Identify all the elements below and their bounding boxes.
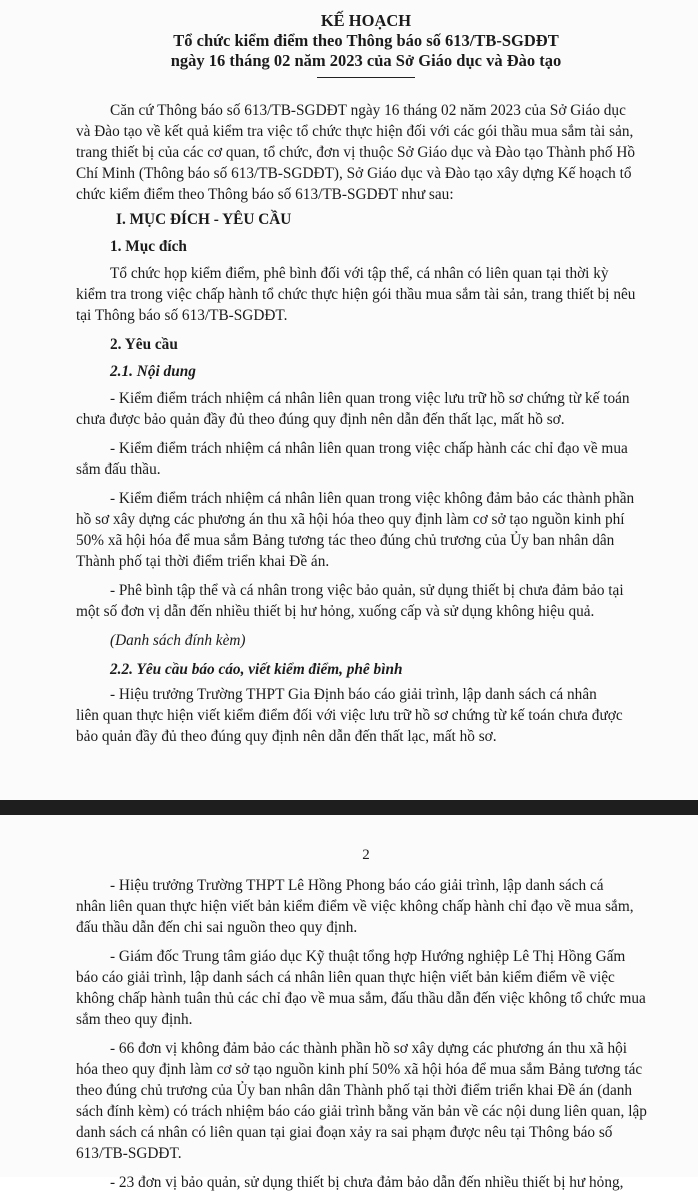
text-line: kiểm tra trong việc chấp hành tổ chức thực hiện gói thầu mua sắm tài sản, trang thiết bị nêu	[76, 286, 636, 303]
text-line: - Kiểm điểm trách nhiệm cá nhân liên quan trong việc chấp hành các chỉ đạo về mua	[110, 440, 628, 457]
document-title: KẾ HOẠCH	[320, 11, 412, 30]
report-item-d	[76, 1038, 656, 1164]
text-line: sắm theo quy định.	[76, 1011, 193, 1028]
text-line: danh sách cá nhân có liên quan tại giai đoạn xảy ra sai phạm được nêu tại Thông báo số	[76, 1124, 613, 1141]
document-subtitle-line-2: ngày 16 tháng 02 năm 2023 của Sở Giáo dục và Đào tạo	[170, 51, 562, 70]
text-line: hóa theo quy định làm cơ sở tạo nguồn kinh phí 50% xã hội hóa để mua sắm Bảng tương tác	[76, 1061, 643, 1078]
content-item-b	[76, 438, 656, 480]
content-item-d	[76, 580, 656, 622]
text-line: 613/TB-SGDĐT.	[76, 1145, 182, 1162]
text-line: - Hiệu trưởng Trường THPT Lê Hồng Phong báo cáo giải trình, lập danh sách cá	[110, 877, 604, 894]
text-line: tại Thông báo số 613/TB-SGDĐT.	[76, 307, 288, 324]
text-line: chưa được bảo quản đầy đủ theo đúng quy định nên dẫn đến thất lạc, mất hồ sơ.	[76, 411, 565, 428]
text-line: không chấp hành tuân thủ các chỉ đạo về mua sắm, đấu thầu dẫn đến việc không tổ chức mua	[76, 990, 646, 1007]
text-line: Chí Minh (Thông báo số 613/TB-SGDĐT), Sở Giáo dục và Đào tạo xây dựng Kế hoạch tổ	[76, 165, 632, 182]
text-line: - 23 đơn vị bảo quản, sử dụng thiết bị chưa đảm bảo dẫn đến nhiều thiết bị hư hỏng,	[110, 1174, 624, 1191]
subheading-purpose: 1. Mục đích	[110, 238, 187, 255]
text-line: sách đính kèm) có trách nhiệm báo cáo giải trình bằng văn bản về các nội dung liên quan, lập	[76, 1103, 647, 1120]
content-item-a	[76, 388, 656, 430]
text-line: Tổ chức họp kiểm điểm, phê bình đối với tập thể, cá nhân có liên quan tại thời kỳ	[110, 265, 609, 282]
text-line: - 66 đơn vị không đảm bảo các thành phần hồ sơ xây dựng các phương án thu xã hội	[110, 1040, 628, 1057]
section-heading-1: I. MỤC ĐÍCH - YÊU CẦU	[116, 211, 292, 228]
subheading-report-requirements: 2.2. Yêu cầu báo cáo, viết kiểm điểm, phê bình	[110, 661, 403, 678]
document-page-2	[0, 815, 698, 1191]
text-line: liên quan thực hiện viết kiểm điểm đối với việc lưu trữ hồ sơ chứng từ kế toán chưa được	[76, 707, 623, 724]
text-line: - Phê bình tập thể và cá nhân trong việc bảo quản, sử dụng thiết bị chưa đảm bảo tại	[110, 582, 624, 599]
text-line: - Giám đốc Trung tâm giáo dục Kỹ thuật tổng hợp Hướng nghiệp Lê Thị Hồng Gấm	[110, 948, 626, 965]
page-number: 2	[362, 847, 370, 863]
text-line: - Kiểm điểm trách nhiệm cá nhân liên quan trong việc lưu trữ hồ sơ chứng từ kế toán	[110, 390, 630, 407]
text-line: trang thiết bị của các cơ quan, tổ chức, đơn vị thuộc Sở Giáo dục và Đào tạo Thành phố Hồ	[76, 144, 636, 161]
text-line: - Hiệu trưởng Trường THPT Gia Định báo cáo giải trình, lập danh sách cá nhân	[110, 686, 597, 703]
document-subtitle-line-1: Tổ chức kiểm điểm theo Thông báo số 613/TB-SGDĐT	[173, 31, 559, 50]
text-line: chức kiểm điểm theo Thông báo số 613/TB-SGDĐT như sau:	[76, 186, 454, 203]
text-line: Thành phố tại thời điểm triển khai Đề án.	[76, 553, 330, 570]
report-item-c	[76, 946, 656, 1030]
text-line: theo đúng chủ trương của Ủy ban nhân dân Thành phố tại thời điểm triển khai Đề án (danh	[76, 1082, 633, 1099]
intro-paragraph	[76, 100, 656, 205]
text-line: hồ sơ xây dựng các phương án thu xã hội hóa theo quy định làm cơ sở tạo nguồn kinh phí	[76, 511, 625, 528]
text-line: báo cáo giải trình, lập danh sách cá nhân liên quan thực hiện viết bản kiểm điểm về việc	[76, 969, 615, 986]
subheading-requirements: 2. Yêu cầu	[110, 336, 178, 353]
content-item-c	[76, 488, 656, 572]
report-item-a	[76, 684, 656, 747]
attached-list-note: (Danh sách đính kèm)	[110, 632, 246, 649]
text-line: - Kiểm điểm trách nhiệm cá nhân liên quan trong việc không đảm bảo các thành phần	[110, 490, 635, 507]
purpose-paragraph	[76, 263, 656, 326]
text-line: nhân liên quan thực hiện viết bản kiểm điểm về việc không chấp hành chỉ đạo về mua sắm,	[76, 898, 634, 915]
text-line: 50% xã hội hóa để mua sắm Bảng tương tác theo đúng chủ trương của Ủy ban nhân dân	[76, 532, 615, 549]
report-item-e	[76, 1172, 656, 1193]
text-line: Căn cứ Thông báo số 613/TB-SGDĐT ngày 16 tháng 02 năm 2023 của Sở Giáo dục	[110, 102, 626, 119]
text-line: sắm đấu thầu.	[76, 461, 161, 478]
text-line: một số đơn vị dẫn đến nhiều thiết bị hư hỏng, xuống cấp và sử dụng không hiệu quả.	[76, 603, 595, 620]
subheading-content: 2.1. Nội dung	[110, 363, 196, 380]
text-line: bảo quản đầy đủ theo đúng quy định nên dẫn đến thất lạc, mất hồ sơ.	[76, 728, 497, 745]
text-line: đấu thầu dẫn đến chi sai nguồn theo quy định.	[76, 919, 358, 936]
page-separator	[0, 800, 698, 815]
text-line: và Đào tạo về kết quả kiểm tra việc tổ chức thực hiện đối với các gói thầu mua sắm tài sản,	[76, 123, 634, 140]
report-item-b	[76, 875, 656, 938]
